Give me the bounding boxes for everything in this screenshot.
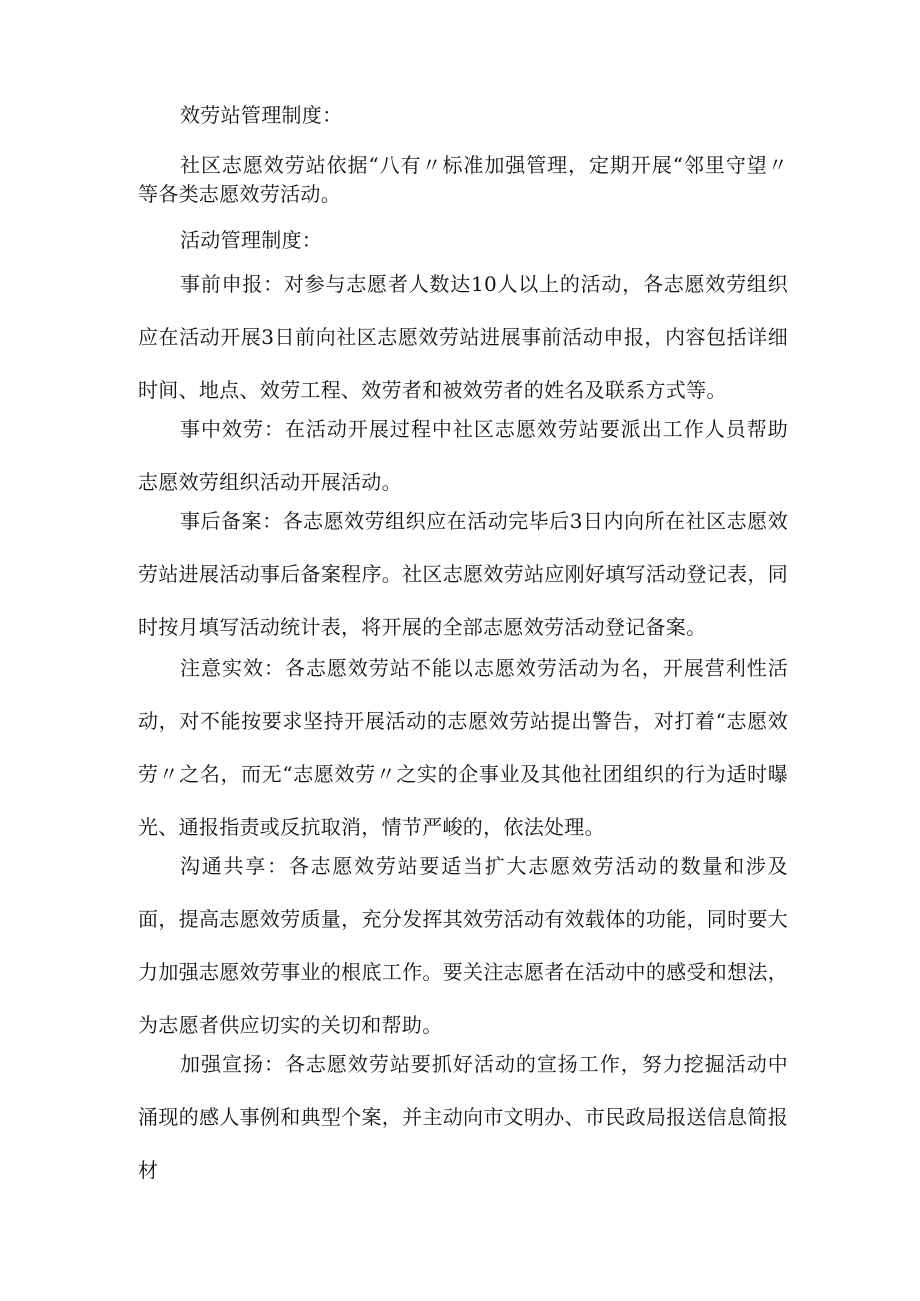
paragraph-station-standards: 社区志愿效劳站依据“八有〃标准加强管理，定期开展“邻里守望〃等各类志愿效劳活动。: [138, 153, 788, 206]
paragraph-during-event-service: 事中效劳：在活动开展过程中社区志愿效劳站要派出工作人员帮助志愿效劳组织活动开展活动。: [138, 417, 788, 494]
paragraph-publicity: 加强宣扬：各志愿效劳站要抓好活动的宣扬工作，努力挖掘活动中涌现的感人事例和典型个案，并主动向市文明办、市民政局报送信息简报材: [138, 1052, 788, 1182]
section-heading-station-management: 效劳站管理制度：: [180, 103, 343, 127]
paragraph-pre-event-report: 事前申报：对参与志愿者人数达10人以上的活动，各志愿效劳组织应在活动开展3日前向社区志愿效劳站进展事前活动申报，内容包括详细时间、地点、效劳工程、效劳者和被效劳者的姓名及联系方式等。: [138, 272, 788, 402]
section-heading-activity-management: 活动管理制度：: [180, 228, 323, 252]
paragraph-communication-sharing: 沟通共享：各志愿效劳站要适当扩大志愿效劳活动的数量和涉及面，提高志愿效劳质量，充分发挥其效劳活动有效载体的功能，同时要大力加强志愿效劳事业的根底工作。要关注志愿者在活动中的感受和想法，为志愿者供应切实的关切和帮助。: [138, 854, 788, 1037]
paragraph-effectiveness: 注意实效：各志愿效劳站不能以志愿效劳活动为名，开展营利性活动，对不能按要求坚持开展活动的志愿效劳站提出警告，对打着“志愿效劳〃之名，而无“志愿效劳〃之实的企事业及其他社团组织的行为适时曝光、通报指责或反抗取消，情节严峻的，依法处理。: [138, 656, 788, 839]
paragraph-post-event-record: 事后备案：各志愿效劳组织应在活动完毕后3日内向所在社区志愿效劳站进展活动事后备案程序。社区志愿效劳站应刚好填写活动登记表，同时按月填写活动统计表，将开展的全部志愿效劳活动登记备案。: [138, 509, 788, 639]
